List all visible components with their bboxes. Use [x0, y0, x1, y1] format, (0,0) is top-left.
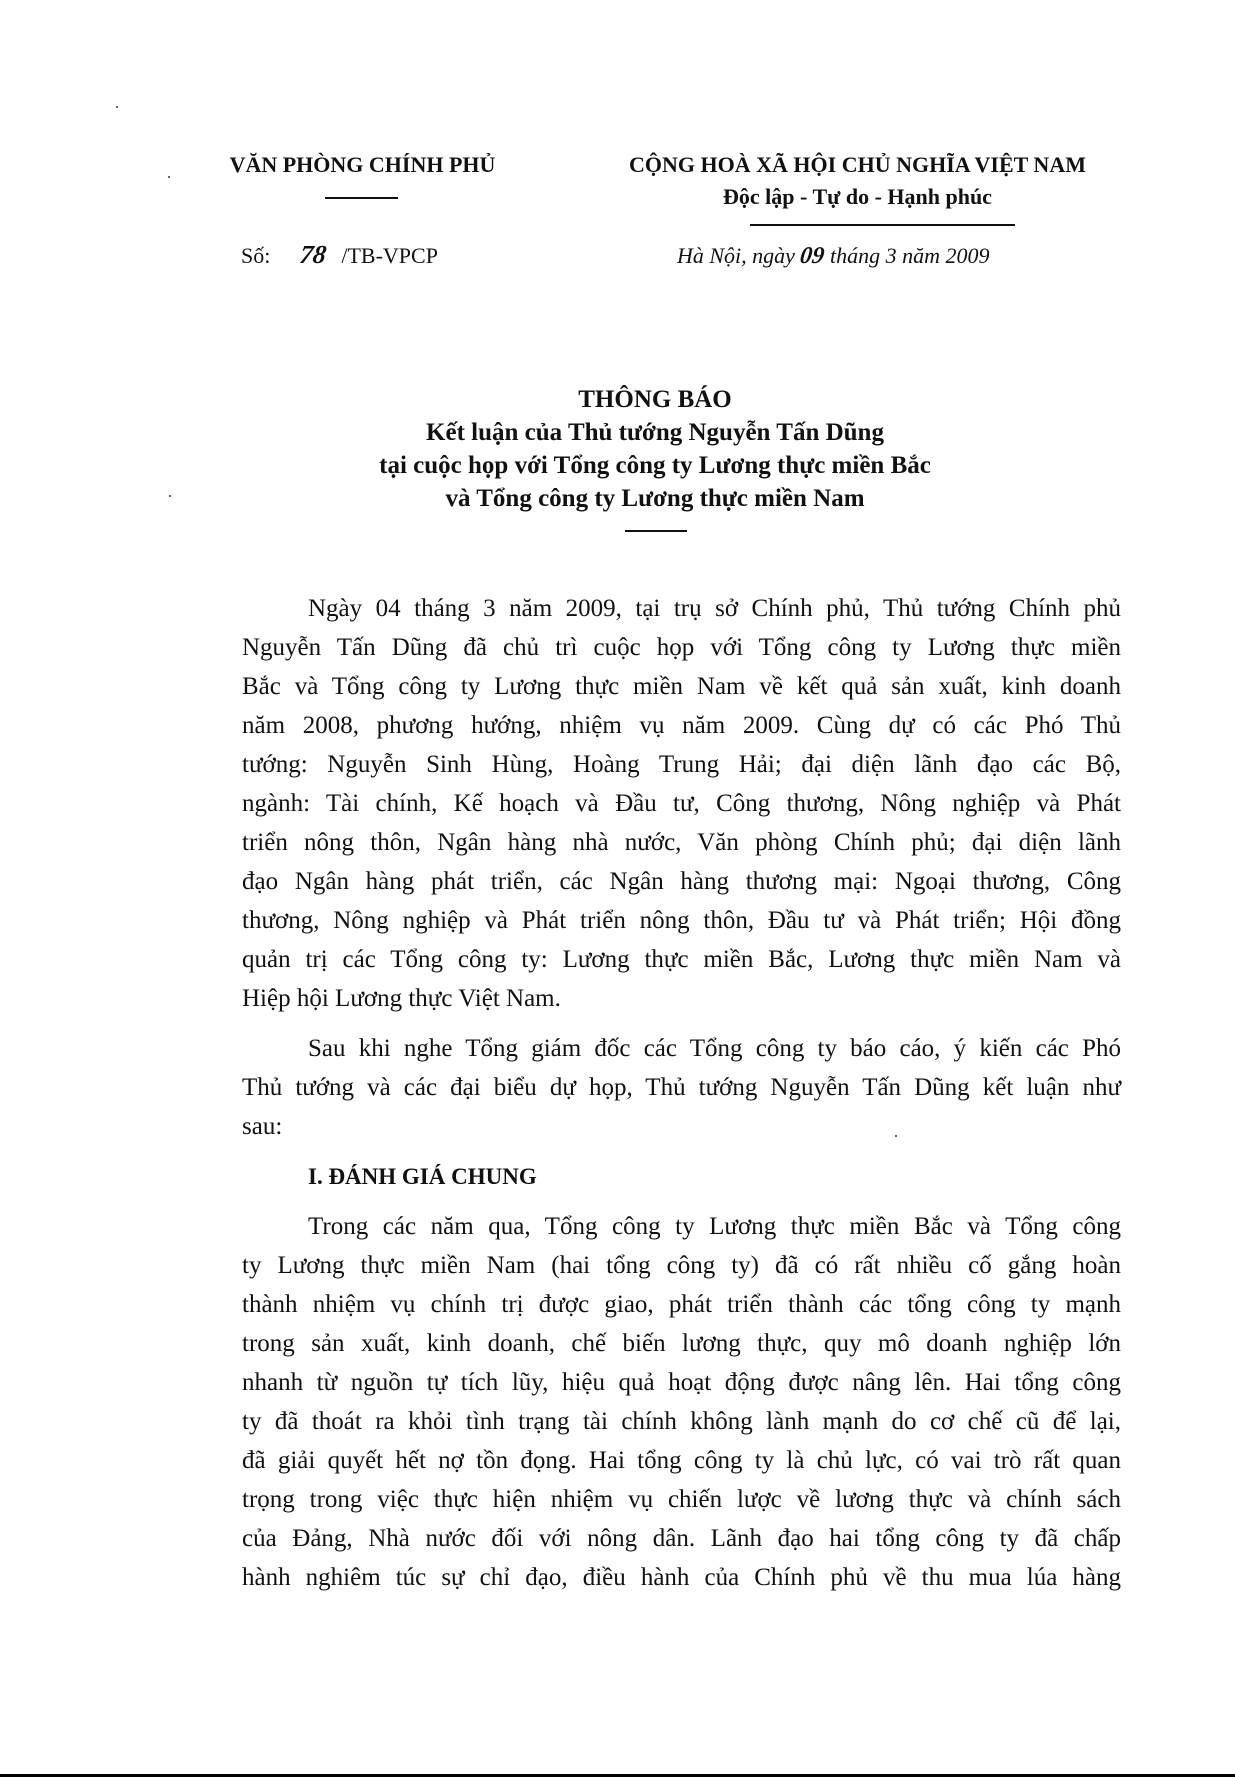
title-line: và Tổng công ty Lương thực miền Nam [445, 485, 865, 512]
scan-speck [895, 1135, 897, 1137]
title-line: Kết luận của Thủ tướng Nguyễn Tấn Dũng [426, 419, 884, 446]
text-line: của Đảng, Nhà nước đối với nông dân. Lãnh đạo hai tổng công ty đã chấp [242, 1525, 1121, 1552]
scan-speck [168, 176, 170, 178]
text-line: triển nông thôn, Ngân hàng nhà nước, Văn phòng Chính phủ; đại diện lãnh [242, 829, 1121, 856]
text-line: quản trị các Tổng công ty: Lương thực miền Bắc, Lương thực miền Nam và [242, 946, 1121, 973]
text-line: Bắc và Tổng công ty Lương thực miền Nam về kết quả sản xuất, kinh doanh [242, 673, 1121, 700]
handwritten-number: 78 [297, 240, 328, 269]
paragraph-conclusion-intro [242, 1029, 1121, 1146]
section-heading: I. ĐÁNH GIÁ CHUNG [308, 1164, 537, 1189]
text-line: Nguyễn Tấn Dũng đã chủ trì cuộc họp với Tổng công ty Lương thực miền [242, 634, 1121, 661]
text-line: năm 2008, phương hướng, nhiệm vụ năm 2009. Cùng dự có các Phó Thủ [242, 712, 1121, 739]
text-line: thành nhiệm vụ chính trị được giao, phát triển thành các tổng công ty mạnh [242, 1291, 1121, 1318]
scan-speck [116, 106, 118, 108]
paragraph-general-assessment [242, 1207, 1121, 1597]
text-line: sau: [242, 1113, 283, 1140]
text-line: thương, Nông nghiệp và Phát triển nông thôn, Đầu tư và Phát triển; Hội đồng [242, 907, 1121, 934]
text-line: đã giải quyết hết nợ tồn đọng. Hai tổng công ty là chủ lực, có vai trò rất quan [242, 1447, 1121, 1474]
text-line: Thủ tướng và các đại biểu dự họp, Thủ tướng Nguyễn Tấn Dũng kết luận như [242, 1074, 1121, 1101]
title-heading: THÔNG BÁO [578, 386, 732, 413]
text-line: Ngày 04 tháng 3 năm 2009, tại trụ sở Chính phủ, Thủ tướng Chính phủ [308, 595, 1121, 622]
text-line: tướng: Nguyễn Sinh Hùng, Hoàng Trung Hải; đại diện lãnh đạo các Bộ, [242, 751, 1121, 778]
motto-underline [750, 224, 1015, 226]
agency-name: VĂN PHÒNG CHÍNH PHỦ [229, 152, 496, 177]
national-motto: Độc lập - Tự do - Hạnh phúc [723, 184, 992, 209]
date-prefix: Hà Nội, ngày [677, 243, 795, 268]
text-line: trọng trong việc thực hiện nhiệm vụ chiến lược về lương thực và chính sách [242, 1486, 1121, 1513]
document-number [241, 240, 438, 270]
document-title [250, 383, 1060, 515]
paragraph-meeting-info [242, 589, 1121, 1018]
text-line: ty Lương thực miền Nam (hai tổng công ty) đã có rất nhiều cố gắng hoàn [242, 1252, 1121, 1279]
title-line: tại cuộc họp với Tổng công ty Lương thực miền Bắc [379, 452, 931, 479]
text-line: đạo Ngân hàng phát triển, các Ngân hàng thương mại: Ngoại thương, Công [242, 868, 1121, 895]
number-suffix: /TB-VPCP [341, 243, 438, 268]
date-suffix: tháng 3 năm 2009 [829, 243, 990, 268]
text-line: nhanh từ nguồn tự tích lũy, hiệu quả hoạt động được nâng lên. Hai tổng công [242, 1369, 1121, 1396]
text-line: Trong các năm qua, Tổng công ty Lương thực miền Bắc và Tổng công [308, 1213, 1121, 1240]
text-line: Hiệp hội Lương thực Việt Nam. [242, 985, 561, 1012]
agency-underline [325, 197, 398, 199]
text-line: ty đã thoát ra khỏi tình trạng tài chính không lành mạnh do cơ chế cũ để lại, [242, 1408, 1121, 1435]
text-line: ngành: Tài chính, Kế hoạch và Đầu tư, Công thương, Nông nghiệp và Phát [242, 790, 1121, 817]
scan-speck [169, 495, 171, 497]
number-label: Số: [241, 243, 271, 268]
document-date [677, 243, 989, 270]
text-line: hành nghiêm túc sự chỉ đạo, điều hành của Chính phủ về thu mua lúa hàng [242, 1564, 1121, 1591]
title-underline [625, 530, 687, 532]
handwritten-day: 09 [798, 243, 827, 269]
text-line: Sau khi nghe Tổng giám đốc các Tổng công ty báo cáo, ý kiến các Phó [308, 1035, 1121, 1062]
text-line: trong sản xuất, kinh doanh, chế biến lương thực, quy mô doanh nghiệp lớn [242, 1330, 1121, 1357]
country-name: CỘNG HOÀ XÃ HỘI CHỦ NGHĨA VIỆT NAM [629, 152, 1086, 177]
